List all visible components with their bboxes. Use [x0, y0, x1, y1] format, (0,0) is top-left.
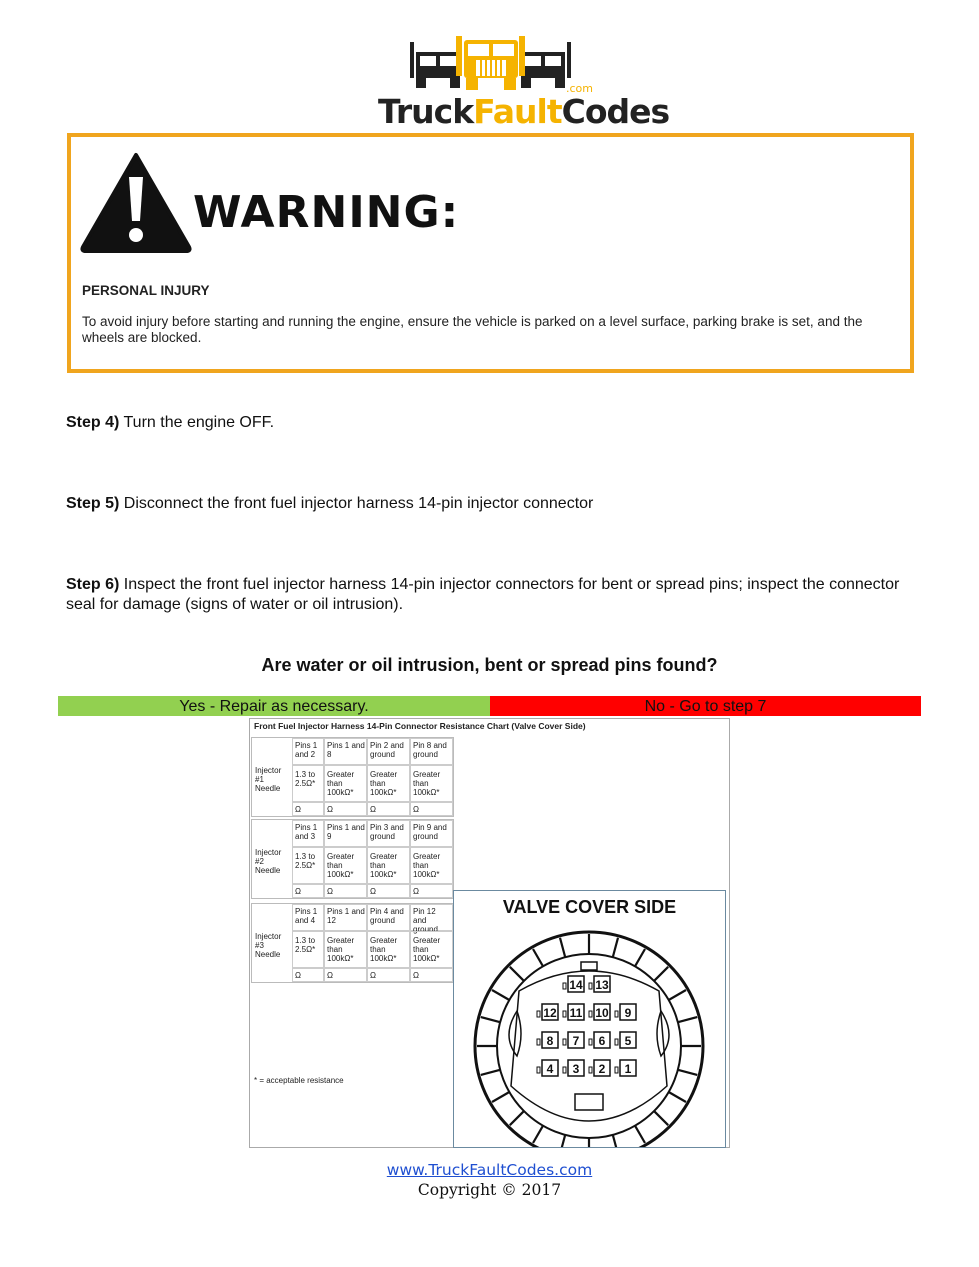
- resistance-value-cell: Greater than 100kΩ*: [324, 931, 367, 968]
- pin-latch: [537, 1039, 540, 1045]
- ring-rib: [669, 1092, 686, 1102]
- ring-rib: [613, 1135, 618, 1147]
- pin-pair-cell: Pin 4 and ground: [367, 904, 410, 931]
- valve-title: VALVE COVER SIDE: [502, 897, 677, 917]
- site-logo: [378, 22, 670, 131]
- pin-number: 14: [569, 978, 583, 992]
- yes-answer-bar: Yes - Repair as necessary.: [58, 696, 490, 716]
- pin-number: 2: [598, 1062, 606, 1076]
- ring-rib: [510, 967, 524, 981]
- unit-cell: Ω: [292, 968, 324, 982]
- pin-latch: [615, 1011, 618, 1017]
- unit-cell: Ω: [367, 802, 410, 816]
- pin-pair-cell: Pins 1 and 4: [292, 904, 324, 931]
- pin-latch: [615, 1067, 618, 1073]
- step-label: Step 4): [66, 414, 120, 431]
- chart-note: * = acceptable resistance: [254, 1076, 344, 1085]
- resistance-value-cell: 1.3 to 2.5Ω*: [292, 847, 324, 884]
- ring-rib: [669, 990, 686, 1000]
- pin-pair-cell: Pin 12 and ground: [410, 904, 453, 931]
- step-label: Step 5): [66, 495, 120, 512]
- ring-rib: [635, 1126, 645, 1143]
- unit-cell: Ω: [292, 802, 324, 816]
- step-6: [66, 575, 926, 615]
- resistance-value-cell: Greater than 100kΩ*: [410, 847, 453, 884]
- step-text: Turn the engine OFF.: [119, 414, 275, 431]
- connector-body: [511, 971, 667, 1121]
- pin-number: 6: [598, 1034, 606, 1048]
- pin-latch: [589, 1039, 592, 1045]
- decision-question: Are water or oil intrusion, bent or spread pins found?: [261, 655, 718, 675]
- ring-rib: [510, 1111, 524, 1125]
- unit-cell: Ω: [367, 884, 410, 898]
- pin-number: 12: [543, 1006, 557, 1020]
- resistance-value-cell: Greater than 100kΩ*: [367, 765, 410, 802]
- injector-label: Injector #1 Needle: [255, 766, 282, 793]
- ring-rib: [492, 990, 509, 1000]
- logo-domain-suffix: .com: [566, 82, 593, 95]
- resistance-value-cell: Greater than 100kΩ*: [367, 931, 410, 968]
- pin-latch: [563, 1011, 566, 1017]
- pin-pair-cell: Pin 9 and ground: [410, 820, 453, 847]
- pin-number: 13: [595, 978, 609, 992]
- warning-title: WARNING:: [193, 187, 460, 238]
- pin-pair-cell: Pin 2 and ground: [367, 738, 410, 765]
- resistance-value-cell: 1.3 to 2.5Ω*: [292, 931, 324, 968]
- pin-latch: [563, 983, 566, 989]
- unit-cell: Ω: [367, 968, 410, 982]
- pin-number: 3: [572, 1062, 580, 1076]
- ring-rib: [533, 949, 543, 966]
- no-answer-bar: No - Go to step 7: [490, 696, 921, 716]
- warning-body: To avoid injury before starting and running the engine, ensure the vehicle is parked on a level surface, parking brake is set, and the wheels are blocked.: [82, 314, 863, 345]
- pin-latch: [537, 1067, 540, 1073]
- ring-rib: [613, 938, 618, 957]
- pin-number: 7: [572, 1034, 580, 1048]
- unit-cell: Ω: [410, 802, 453, 816]
- pin-pair-cell: Pins 1 and 8: [324, 738, 367, 765]
- pin-latch: [589, 1011, 592, 1017]
- footer-copyright: Copyright © 2017: [417, 1181, 562, 1199]
- pin-latch: [563, 1039, 566, 1045]
- pin-latch: [537, 1011, 540, 1017]
- bottom-latch: [575, 1094, 603, 1110]
- ring-rib: [635, 949, 645, 966]
- unit-cell: Ω: [410, 884, 453, 898]
- ring-rib: [654, 967, 668, 981]
- unit-cell: Ω: [292, 884, 324, 898]
- pin-pair-cell: Pins 1 and 3: [292, 820, 324, 847]
- injector-block: [251, 819, 454, 899]
- connector-face-diagram: [454, 891, 725, 1147]
- pin-number: 9: [624, 1006, 632, 1020]
- pin-latch: [615, 1039, 618, 1045]
- pin-pair-cell: Pins 1 and 12: [324, 904, 367, 931]
- unit-cell: Ω: [324, 968, 367, 982]
- pin-number: 4: [546, 1062, 554, 1076]
- step-5: [66, 494, 926, 514]
- resistance-value-cell: Greater than 100kΩ*: [324, 765, 367, 802]
- pin-pair-cell: Pins 1 and 9: [324, 820, 367, 847]
- injector-label: Injector #3 Needle: [255, 932, 282, 959]
- step-text: Disconnect the front fuel injector harness 14-pin injector connector: [119, 495, 594, 512]
- ring-rib: [678, 1017, 697, 1022]
- pin-latch: [589, 983, 592, 989]
- unit-cell: Ω: [324, 802, 367, 816]
- ring-rib: [678, 1070, 697, 1075]
- pin-number: 5: [624, 1034, 632, 1048]
- pin-pair-cell: Pin 8 and ground: [410, 738, 453, 765]
- ring-rib: [560, 938, 565, 957]
- pin-number: 10: [595, 1006, 609, 1020]
- step-4: [66, 413, 926, 433]
- pin-number: 1: [624, 1062, 632, 1076]
- step-text: Inspect the front fuel injector harness 14-pin injector connectors for bent or spread pins; inspect the connector seal for damage (signs of water or oil intrusion).: [66, 576, 900, 613]
- pin-pair-cell: Pins 1 and 2: [292, 738, 324, 765]
- pin-number: 11: [569, 1006, 583, 1020]
- resistance-value-cell: Greater than 100kΩ*: [410, 765, 453, 802]
- footer-website-link[interactable]: www.TruckFaultCodes.com: [386, 1161, 593, 1179]
- ring-rib: [481, 1017, 500, 1022]
- chart-title: Front Fuel Injector Harness 14-Pin Connector Resistance Chart (Valve Cover Side): [254, 721, 586, 731]
- warning-subtitle: PERSONAL INJURY: [82, 283, 210, 298]
- unit-cell: Ω: [410, 968, 453, 982]
- ring-rib: [560, 1135, 565, 1147]
- resistance-value-cell: Greater than 100kΩ*: [324, 847, 367, 884]
- logo-wordmark: TruckFaultCodes: [378, 92, 670, 131]
- pin-latch: [563, 1067, 566, 1073]
- valve-cover-diagram: [453, 890, 726, 1148]
- pin-pair-cell: Pin 3 and ground: [367, 820, 410, 847]
- unit-cell: Ω: [324, 884, 367, 898]
- resistance-value-cell: 1.3 to 2.5Ω*: [292, 765, 324, 802]
- injector-label: Injector #2 Needle: [255, 848, 282, 875]
- step-label: Step 6): [66, 576, 120, 593]
- pin-latch: [589, 1067, 592, 1073]
- injector-block: [251, 903, 454, 983]
- ring-rib: [481, 1070, 500, 1075]
- injector-block: [251, 737, 454, 817]
- pin-number: 8: [546, 1034, 554, 1048]
- top-latch: [581, 962, 597, 970]
- resistance-value-cell: Greater than 100kΩ*: [367, 847, 410, 884]
- ring-rib: [654, 1111, 668, 1125]
- resistance-value-cell: Greater than 100kΩ*: [410, 931, 453, 968]
- ring-rib: [492, 1092, 509, 1102]
- warning-box: [67, 133, 914, 373]
- ring-rib: [533, 1126, 543, 1143]
- warning-triangle-icon: [79, 151, 193, 253]
